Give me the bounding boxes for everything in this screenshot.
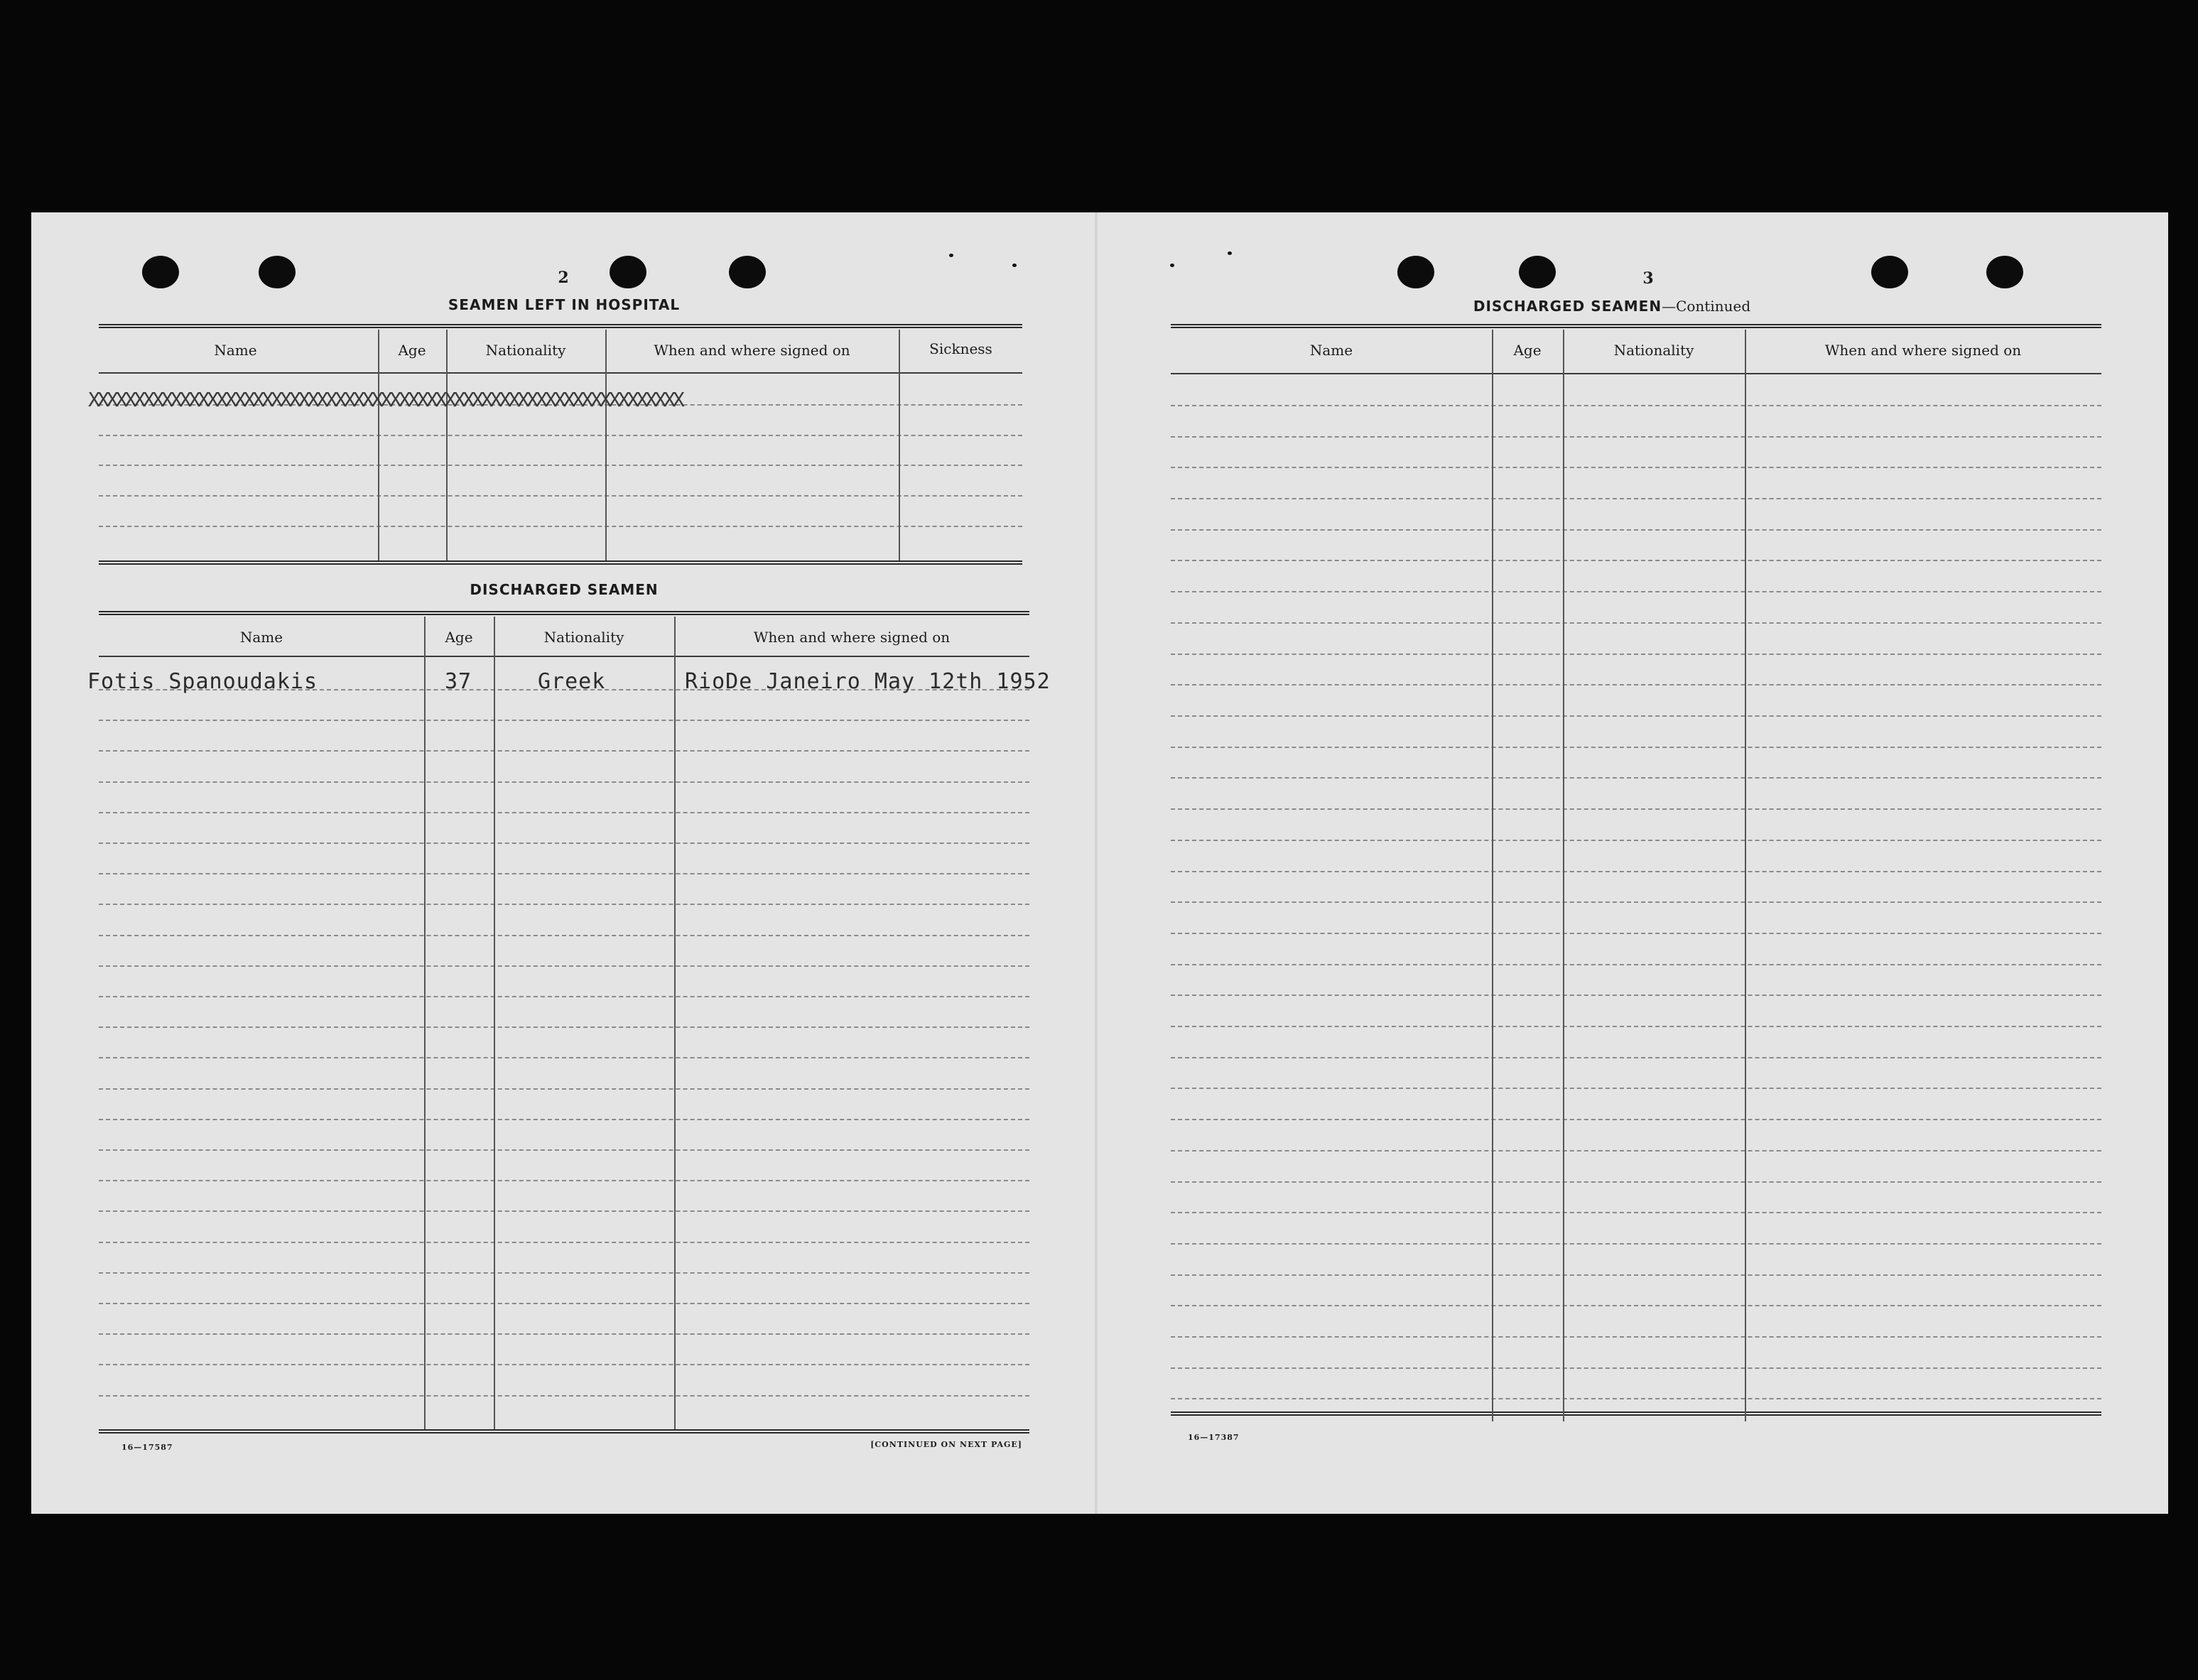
row-line (99, 720, 1029, 721)
form-code: 16—17587 (121, 1443, 173, 1452)
row-line (1171, 1150, 2101, 1151)
row-line (99, 781, 1029, 783)
column-divider (378, 330, 379, 560)
row-line (99, 526, 1022, 527)
column-header-signed-on: When and where signed on (753, 629, 951, 646)
page-number: 3 (1642, 269, 1654, 288)
column-header-name: Name (239, 629, 283, 646)
row-line (99, 965, 1029, 967)
page-fold (1095, 212, 1098, 1514)
seaman-nationality: Greek (538, 669, 606, 694)
punch-hole (259, 256, 296, 288)
row-line (1171, 622, 2101, 624)
row-line (99, 465, 1022, 466)
row-line (1171, 1057, 2101, 1058)
section-title (1452, 298, 1772, 315)
row-line (99, 1242, 1029, 1243)
row-line (99, 1088, 1029, 1090)
column-divider (424, 617, 426, 1429)
punch-hole (610, 256, 646, 288)
column-divider (674, 617, 676, 1429)
row-line (1171, 1181, 2101, 1183)
punch-hole (1519, 256, 1556, 288)
row-line (1171, 654, 2101, 655)
row-line (1171, 1212, 2101, 1213)
form-code: 16—17387 (1188, 1433, 1240, 1442)
row-line (1171, 1274, 2101, 1276)
row-line (99, 1303, 1029, 1304)
row-line (1171, 529, 2101, 531)
row-line (1171, 840, 2101, 841)
ledger-sheet (31, 212, 2168, 1514)
section-title-main: DISCHARGED SEAMEN (1473, 298, 1662, 315)
table-bottom-rule (99, 560, 1022, 565)
column-divider (605, 330, 607, 560)
row-line (1171, 964, 2101, 965)
header-rule (99, 656, 1029, 657)
row-line (1171, 715, 2101, 717)
seaman-name: Fotis Spanoudakis (87, 669, 318, 694)
row-line (1171, 1026, 2101, 1027)
column-divider (1492, 330, 1493, 1421)
row-line (99, 1272, 1029, 1274)
row-line (1171, 1243, 2101, 1245)
table-top-rule (99, 324, 1022, 328)
row-line (1171, 1119, 2101, 1120)
table-bottom-rule (99, 1429, 1029, 1434)
row-line (99, 750, 1029, 752)
column-header-nationality: Nationality (543, 629, 624, 646)
row-line (99, 1364, 1029, 1365)
row-line (99, 812, 1029, 813)
row-line (99, 1210, 1029, 1212)
row-line (99, 1395, 1029, 1397)
row-line (99, 1119, 1029, 1120)
row-line (1171, 1398, 2101, 1399)
row-line (1171, 498, 2101, 499)
row-line (1171, 405, 2101, 406)
continued-note: [CONTINUED ON NEXT PAGE] (870, 1440, 1022, 1449)
punch-hole (1871, 256, 1908, 288)
row-line (99, 1149, 1029, 1151)
column-divider (494, 617, 495, 1429)
row-line (1171, 901, 2101, 903)
row-line (99, 842, 1029, 844)
column-header-nationality: Nationality (485, 342, 566, 359)
row-line (99, 1057, 1029, 1058)
column-divider (899, 330, 900, 560)
table-top-rule (1171, 324, 2101, 328)
row-line (1171, 560, 2101, 561)
row-line (99, 873, 1029, 874)
strikeout-row: XXXXXXXXXXXXXXXXXXXXXXXXXXXXXXXXXXXXXXXXXXXXXXXXXXXXXXXXXXXXXXXXX (88, 388, 682, 411)
row-line (1171, 871, 2101, 872)
row-line (1171, 995, 2101, 996)
ink-speck (1170, 264, 1174, 267)
row-line (99, 495, 1022, 497)
row-line (99, 435, 1022, 436)
row-line (99, 1333, 1029, 1335)
row-line (1171, 1367, 2101, 1369)
seaman-signed-on: RioDe Janeiro May 12th 1952 (685, 669, 1051, 694)
row-line (99, 935, 1029, 936)
seaman-age: 37 (445, 669, 472, 694)
column-header-age: Age (398, 342, 426, 359)
ink-speck (949, 254, 953, 257)
column-header-name: Name (1309, 342, 1353, 359)
column-divider (446, 330, 448, 560)
row-line (99, 904, 1029, 905)
column-header-age: Age (445, 629, 473, 646)
row-line (1171, 436, 2101, 438)
row-line (1171, 933, 2101, 934)
punch-hole (1986, 256, 2023, 288)
column-header-signed-on: When and where signed on (1824, 342, 2022, 359)
column-header-nationality: Nationality (1613, 342, 1694, 359)
row-line (1171, 747, 2101, 748)
row-line (99, 1026, 1029, 1028)
discharged-section-title: DISCHARGED SEAMEN (470, 581, 659, 598)
table-top-rule (99, 611, 1029, 615)
row-line (1171, 467, 2101, 468)
row-line (99, 996, 1029, 997)
row-line (1171, 808, 2101, 810)
column-header-age: Age (1513, 342, 1542, 359)
row-line (1171, 1305, 2101, 1306)
ink-speck (1012, 264, 1017, 267)
page-number: 2 (558, 269, 569, 287)
section-title-suffix: —Continued (1662, 298, 1751, 315)
column-header-signed-on: When and where signed on (654, 342, 850, 359)
row-line (1171, 684, 2101, 685)
punch-hole (1397, 256, 1434, 288)
punch-hole (729, 256, 766, 288)
row-line (1171, 777, 2101, 779)
table-bottom-rule (1171, 1411, 2101, 1416)
punch-hole (142, 256, 179, 288)
hospital-section-title: SEAMEN LEFT IN HOSPITAL (448, 296, 681, 313)
header-rule (99, 372, 1022, 374)
column-divider (1563, 330, 1564, 1421)
header-rule (1171, 373, 2101, 374)
column-divider (1745, 330, 1746, 1421)
row-line (1171, 591, 2101, 592)
row-line (1171, 1088, 2101, 1089)
row-line (1171, 1336, 2101, 1338)
column-header-sickness: Sickness (929, 340, 992, 357)
row-line (99, 1180, 1029, 1181)
column-header-name: Name (214, 342, 257, 359)
ink-speck (1228, 251, 1232, 255)
